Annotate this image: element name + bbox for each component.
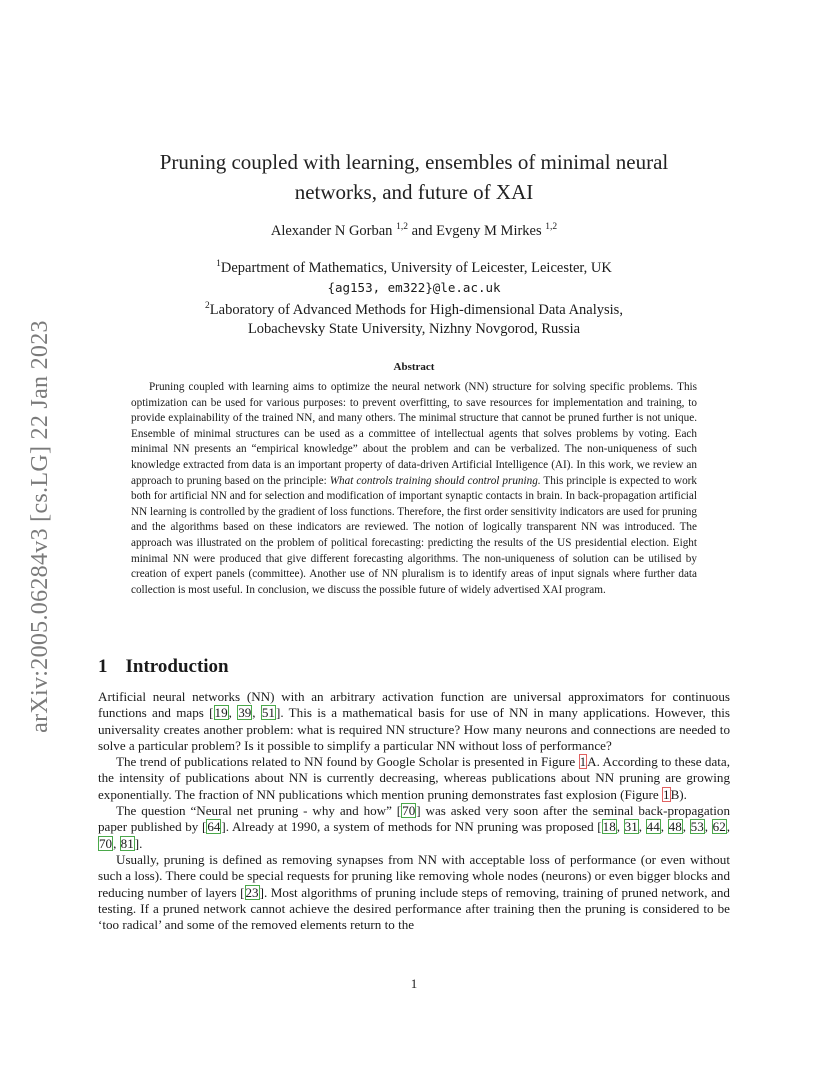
abstract-heading: Abstract (393, 361, 435, 373)
affiliation-1-text: Department of Mathematics, University of Leicester, Leicester, UK (220, 259, 612, 276)
body-text (98, 689, 730, 933)
author-2-affil: 1,2 (545, 222, 558, 232)
affiliation-2-line-1: Laboratory of Advanced Methods for High-dimensional Data Analysis, (209, 301, 623, 318)
affiliation-1 (100, 255, 728, 278)
abstract-text (131, 380, 697, 598)
citation-81[interactable]: 81 (120, 835, 134, 851)
citation-64[interactable]: 64 (207, 819, 221, 835)
figure-ref-1a[interactable]: 1 (579, 754, 587, 770)
arxiv-stamp-text: arXiv:2005.06284v3 [cs.LG] 22 Jan 2023 (26, 319, 53, 733)
title-line-1: Pruning coupled with learning, ensembles of minimal neural (159, 150, 669, 174)
citation-62[interactable]: 62 (712, 819, 726, 835)
arxiv-stamp (20, 296, 60, 756)
affiliation-2-line-2: Lobachevsky State University, Nizhny Novgorod, Russia (247, 320, 581, 337)
citation-70[interactable]: 70 (402, 803, 416, 819)
citation-44[interactable]: 44 (646, 819, 660, 835)
p2-text-c: B). (670, 786, 687, 802)
author-1: Alexander N Gorban (270, 222, 393, 239)
citation-51[interactable]: 51 (261, 705, 275, 721)
p4-text-a: Usually, pruning is defined as removing synapses from NN with acceptable loss of performance (or even without such a loss). There could be special requests for pruning like removing whole nodes (neurons) or even bigger blocks and reducing number of layers [ (98, 851, 730, 900)
p1-text-a: Artificial neural networks (NN) with an arbitrary activation function are universal approximators for continuous functions and maps [ (98, 689, 730, 721)
p4-text-b: ]. Most algorithms of pruning include steps of removing, training of pruned network, and testing. If a pruned network cannot achieve the desired performance after training then the pruning is considered to be ‘too radical’ and some of the removed elements return to the (98, 884, 730, 933)
p3-text-d: ]. (134, 835, 143, 851)
citation-19[interactable]: 19 (214, 705, 228, 721)
affiliation-2-mark: 2 (205, 300, 210, 311)
section-number: 1 (98, 656, 108, 677)
section-title: Introduction (125, 656, 229, 677)
citation-39[interactable]: 39 (238, 705, 252, 721)
citation-23[interactable]: 23 (245, 884, 259, 900)
author-1-affil: 1,2 (396, 222, 408, 232)
p3-text-c: ]. Already at 1990, a system of methods for NN pruning was proposed [ (221, 819, 602, 835)
author-emails: {ag153, em322}@le.ac.uk (327, 279, 501, 295)
page-number: 1 (410, 976, 418, 991)
paragraph-1: Artificial neural networks (NN) with an arbitrary activation function are universal approximators for continuous functions and maps [19, 39, 51]. This is a mathematical basis for use of NN in many applications. However, this universality creates another problem: what is required NN structure? How many neurons and connections are needed to solve a particular problem? Is it possible to simplify a particular NN without loss of performance? (98, 689, 731, 753)
affiliations (100, 255, 728, 339)
citation-18[interactable]: 18 (602, 819, 616, 835)
paper-title (100, 147, 728, 207)
author-list (100, 222, 728, 240)
paragraph-2 (98, 754, 730, 803)
abstract-part-1: Pruning coupled with learning aims to optimize the neural network (NN) structure for solving specific problems. This optimization can be used for various purposes: to prevent overfitting, to save resources for implementation and training, to provide explainability of the trained NN, and many others. The minimal structure that cannot be pruned further is not unique. Ensemble of minimal structures can be used as a committee of intellectual agents that solves problems by voting. Each minimal NN presents an “empirical knowledge” about the problem and can be verbalized. The non-uniqueness of such knowledge extracted from data is an important property of data-driven Artificial Intelligence (AI). In this work, we review an approach to pruning based on the principle: (131, 381, 697, 487)
affiliation-2 (100, 297, 728, 320)
author-2: Evgeny M Mirkes (436, 222, 542, 239)
citation-53[interactable]: 53 (690, 819, 704, 835)
author-and: and (407, 222, 437, 239)
citation-31[interactable]: 31 (624, 819, 638, 835)
p2-text-a: The trend of publications related to NN found by Google Scholar is presented in Figure (116, 754, 579, 770)
abstract-principle: What controls training should control pruning. (329, 474, 541, 487)
p3-text-a: The question “Neural net pruning - why and how” [ (116, 803, 402, 819)
p2-text-b: A. According to these data, the intensity of publications about NN is currently decreasing, whereas publications about NN pruning are growing exponentially. The fraction of NN publications which mention pruning demonstrates fast explosion (Figure (98, 754, 730, 802)
citation-70b[interactable]: 70 (99, 835, 113, 851)
paragraph-3: The question “Neural net pruning - why and how” [70] was asked very soon after the seminal back-propagation paper published by [64]. Already at 1990, a system of methods for NN pruning was proposed [18, 31, 44, 48, 53, 62, 70, 81]. (98, 803, 731, 851)
paragraph-4 (98, 852, 730, 933)
p1-text-b: ]. This is a mathematical basis for use of NN in many applications. However, this universality creates another problem: what is required NN structure? How many neurons and connections are needed to solve a particular problem? Is it possible to simplify a particular NN without loss of performance? (98, 705, 731, 753)
figure-ref-1b[interactable]: 1 (663, 786, 670, 802)
affiliation-1-mark: 1 (216, 259, 221, 269)
abstract-part-2: This principle is expected to work both for artificial NN and for selection and modification of important synaptic contacts in brain. In back-propagation artificial NN learning is controlled by the gradient of loss functions. Therefore, the first order sensitivity indicators are used for pruning and the algorithms based on these indicators are reviewed. The notion of logically transparent NN was introduced. The approach was illustrated on the problem of political forecasting: predicting the results of the US presidential election. Eight minimal NN were produced that give different forecasting algorithms. The non-uniqueness of solution can be utilised by creation of expert panels (committee). Another use of NN pluralism is to identify areas of input signals where further data collection is most useful. In conclusion, we discuss the possible future of widely advertised XAI program. (131, 474, 697, 596)
section-heading (98, 656, 229, 678)
citation-48[interactable]: 48 (668, 819, 682, 835)
p3-text-b: ] was asked very soon after the seminal back-propagation paper published by [ (98, 803, 730, 835)
title-line-2: networks, and future of XAI (294, 180, 534, 204)
